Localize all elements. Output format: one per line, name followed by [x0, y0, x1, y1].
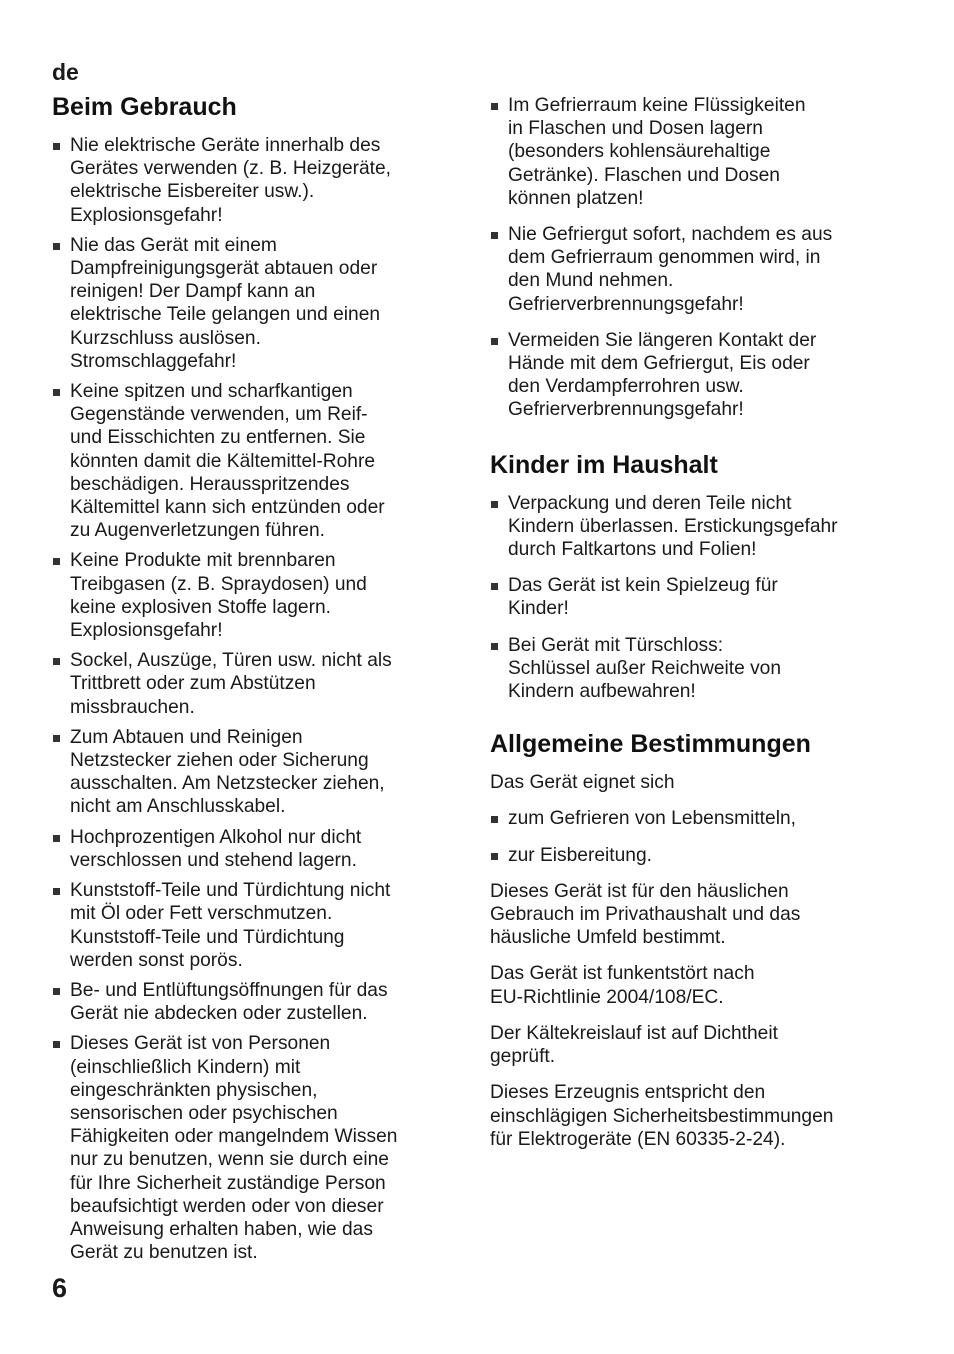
kinder-list [490, 492, 910, 704]
list-item: Keine spitzen und scharfkantigen Gegenstände verwenden, um Reif- und Eisschichten zu entfernen. Sie könnten damit die Kältemittel-Rohre beschädigen. Herausspritzendes Kältemittel kann sich entzünden oder zu Augenverletzungen führen. [52, 380, 464, 542]
square-bullet-icon [491, 643, 498, 650]
list-item: Keine Produkte mit brennbaren Treibgasen (z. B. Spraydosen) und keine explosiven Stoffe lagern. Explosionsgefahr! [52, 549, 464, 642]
square-bullet-icon [53, 389, 60, 396]
paragraph: Der Kältekreislauf ist auf Dichtheit geprüft. [490, 1022, 778, 1068]
paragraph: Dieses Gerät ist für den häuslichen Gebrauch im Privathaushalt und das häusliche Umfeld bestimmt. [490, 880, 801, 949]
page-number: 6 [52, 1273, 68, 1303]
square-bullet-icon [53, 143, 60, 150]
paragraph: Das Gerät ist funkentstört nach EU-Richtlinie 2004/108/EC. [490, 963, 755, 1008]
square-bullet-icon [491, 338, 498, 345]
square-bullet-icon [53, 558, 60, 565]
list-item: Im Gefrierraum keine Flüssigkeiten in Flaschen und Dosen lagern (besonders kohlensäurehaltige Getränke). Flaschen und Dosen können platzen! [490, 94, 910, 210]
list-item: Nie Gefriergut sofort, nachdem es aus dem Gefrierraum genommen wird, in den Mund nehmen. Gefrierverbrennungsgefahr! [490, 223, 910, 316]
list-item: zur Eisbereitung. [490, 844, 910, 867]
left-column [52, 90, 464, 1271]
beim-gebrauch-list [52, 134, 464, 1264]
square-bullet-icon [491, 816, 498, 823]
list-item: Bei Gerät mit Türschloss: Schlüssel außer Reichweite von Kindern aufbewahren! [490, 634, 910, 704]
square-bullet-icon [491, 232, 498, 239]
paragraph: Dieses Erzeugnis entspricht den einschlägigen Sicherheitsbestimmungen für Elektrogeräte (EN 60335-2-24). [490, 1082, 834, 1150]
list-item: Das Gerät ist kein Spielzeug für Kinder! [490, 574, 910, 620]
list-item: Nie das Gerät mit einem Dampfreinigungsgerät abtauen oder reinigen! Der Dampf kann an elektrische Teile gelangen und einen Kurzschluss auslösen. Stromschlaggefahr! [52, 234, 464, 373]
section-title-beim-gebrauch: Beim Gebrauch [52, 93, 237, 121]
section-title-allgemeine-bestimmungen: Allgemeine Bestimmungen [490, 730, 811, 759]
list-item: Kunststoff-Teile und Türdichtung nicht mit Öl oder Fett verschmutzen. Kunststoff-Teile und Türdichtung werden sonst porös. [52, 879, 464, 972]
list-item: Dieses Gerät ist von Personen (einschließlich Kindern) mit eingeschränkten physischen, sensorischen oder psychischen Fähigkeiten oder mangelndem Wissen nur zu benutzen, wenn sie durch eine für Ihre Sicherheit zuständige Person beaufsichtigt werden oder von dieser Anweisung erhalten haben, wie das Gerät zu benutzen ist. [52, 1032, 464, 1264]
list-item: Zum Abtauen und Reinigen Netzstecker ziehen oder Sicherung ausschalten. Am Netzstecker ziehen, nicht am Anschlusskabel. [52, 726, 464, 819]
square-bullet-icon [53, 735, 60, 742]
list-item: Nie elektrische Geräte innerhalb des Gerätes verwenden (z. B. Heizgeräte, elektrische Eisbereiter usw.). Explosionsgefahr! [52, 134, 464, 227]
list-item: Be- und Entlüftungsöffnungen für das Gerät nie abdecken oder zustellen. [52, 979, 464, 1025]
square-bullet-icon [491, 853, 498, 860]
square-bullet-icon [53, 835, 60, 842]
beim-gebrauch-list-continued [490, 94, 910, 422]
square-bullet-icon [53, 243, 60, 250]
section-title-kinder: Kinder im Haushalt [490, 450, 718, 479]
right-column [490, 94, 910, 1164]
language-code: de [52, 59, 79, 85]
square-bullet-icon [53, 888, 60, 895]
list-item: Sockel, Auszüge, Türen usw. nicht als Trittbrett oder zum Abstützen missbrauchen. [52, 649, 464, 719]
square-bullet-icon [53, 988, 60, 995]
allgemein-list [490, 807, 910, 866]
list-item: Vermeiden Sie längeren Kontakt der Hände mit dem Gefriergut, Eis oder den Verdampferrohren usw. Gefrierverbrennungsgefahr! [490, 329, 910, 422]
list-item: zum Gefrieren von Lebensmitteln, [490, 807, 910, 830]
square-bullet-icon [491, 501, 498, 508]
square-bullet-icon [491, 103, 498, 110]
square-bullet-icon [53, 658, 60, 665]
list-item: Verpackung und deren Teile nicht Kindern überlassen. Erstickungsgefahr durch Faltkartons und Folien! [490, 492, 910, 562]
square-bullet-icon [491, 583, 498, 590]
list-item: Hochprozentigen Alkohol nur dicht verschlossen und stehend lagern. [52, 826, 464, 872]
square-bullet-icon [53, 1041, 60, 1048]
paragraph-intro: Das Gerät eignet sich [490, 772, 675, 794]
